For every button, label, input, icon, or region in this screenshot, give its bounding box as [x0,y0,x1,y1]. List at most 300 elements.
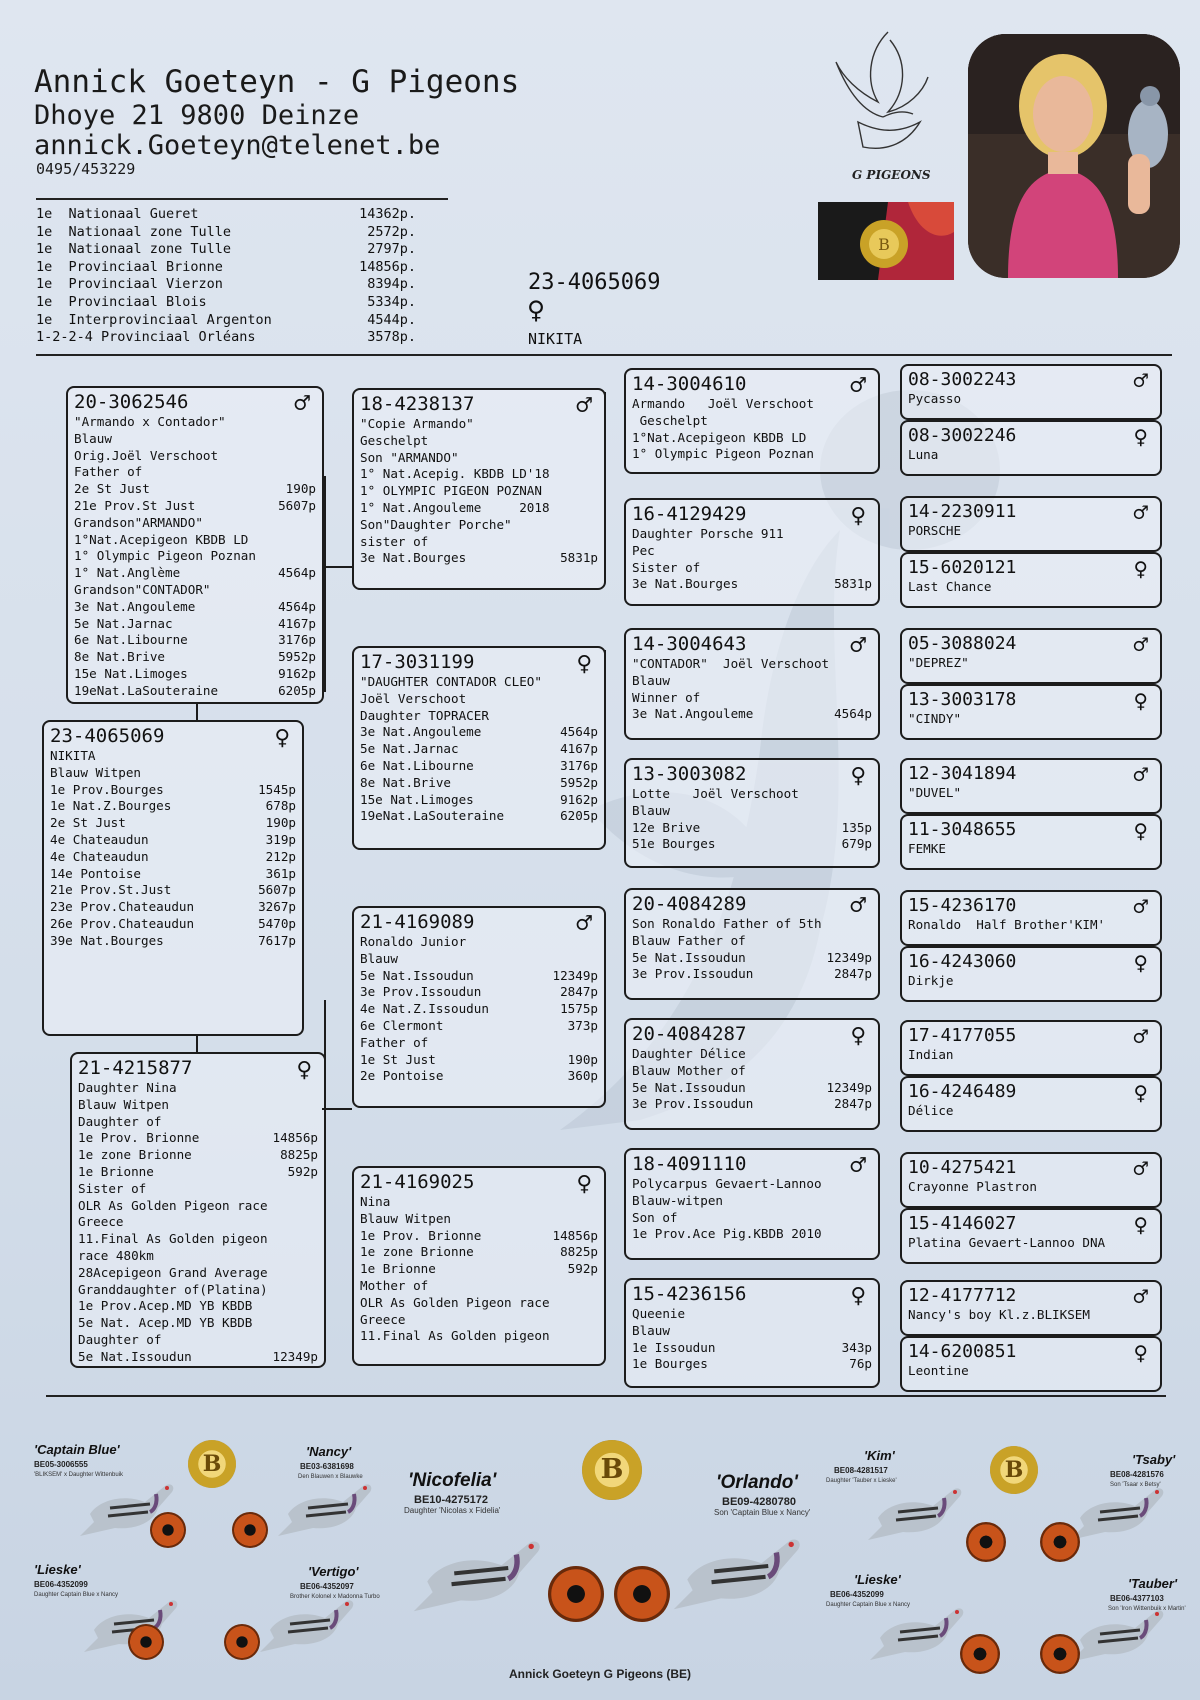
pedigree-box-dd [352,1166,606,1366]
divider [36,354,1172,356]
line-text: 28Acepigeon Grand Average [78,1264,268,1280]
line-text: 1e Prov.Ace Pig.KBDB 2010 [632,1226,822,1242]
result-race: 1e Provinciaal Vierzon [36,276,223,293]
line-text: 5e Nat. Acep.MD YB KBDB [78,1315,253,1331]
ring-number: 16-4246489 [908,1081,1017,1102]
pedigree-line [78,1147,318,1164]
result-row [36,329,416,347]
line-text: 12e Brive [632,819,701,835]
line-points: 3267p [258,899,296,915]
line-text: Luna [908,447,939,462]
line-text: 5e Nat.Issoudun [632,1079,746,1095]
line-points: 343p [841,1339,872,1355]
pedigree-line [632,656,872,673]
pedigree-line [632,690,872,707]
line-text: Blauw Father of [632,932,746,948]
featured-pigeon-ring: BE06-4352099 [34,1580,88,1589]
line-points: 4564p [560,724,598,740]
svg-text:B: B [878,235,890,254]
pedigree-line [632,916,872,933]
dove-logo [828,22,938,192]
pedigree-box-g5 [900,628,1162,684]
male-icon: ♂ [1133,761,1148,789]
pedigree-line [632,1306,872,1323]
result-row [36,224,416,242]
line-text: 1° Olympic Pigeon Poznan [632,446,814,462]
pedigree-line [360,775,598,792]
featured-pigeon-info: Daughter Captain Blue x Nancy [34,1592,119,1598]
pigeon-eye-icon [224,1624,260,1660]
pedigree-box-dam [70,1052,326,1368]
pedigree-line [360,741,598,758]
result-race: 1e Nationaal zone Tulle [36,241,232,258]
line-text: 1° Nat.Acepig. KBDB LD'18 [360,466,550,482]
pedigree-line [632,933,872,950]
ring-number: 14-3004610 [632,373,747,395]
featured-pigeon-ring: BE10-4275172 [414,1494,489,1506]
line-text: 11.Final As Golden pigeon [78,1231,268,1247]
pedigree-line [50,849,296,866]
pedigree-line [78,1315,318,1332]
female-icon: ♀ [1133,687,1148,715]
male-icon: ♂ [1133,893,1148,921]
line-text: "DEPREZ" [908,655,969,670]
pedigree-line [360,1194,598,1211]
ring-number: 13-3003082 [632,763,747,785]
line-points: 361p [265,865,296,881]
connector-line [604,918,606,1046]
line-text: Ronaldo Half Brother'KIM' [908,917,1106,932]
line-text: 1e Prov.Bourges [50,781,164,797]
pedigree-line [632,1193,872,1210]
pedigree-box-g16 [900,1336,1162,1392]
pedigree-box-sdd [624,758,880,868]
line-points: 9162p [560,791,598,807]
line-points: 3176p [278,632,316,648]
pedigree-line [360,1278,598,1295]
pedigree-line [632,543,872,560]
female-icon: ♀ [274,723,290,753]
pedigree-line [360,951,598,968]
pedigree-line [78,1130,318,1147]
pedigree-line [632,1063,872,1080]
pedigree-line [632,836,872,853]
pedigree-box-sds [624,628,880,740]
pedigree-line [78,1080,318,1097]
ring-number: 23-4065069 [50,725,165,747]
pedigree-line [632,673,872,690]
pedigree-line [360,517,598,534]
pedigree-line [632,1340,872,1357]
logo-text: G PIGEONS [852,168,931,182]
pedigree-box-dss [624,888,880,1000]
pedigree-line [78,1214,318,1231]
ring-number: 14-6200851 [908,1341,1017,1362]
featured-pigeon-ring: BE05-3006555 [34,1460,88,1469]
line-text: "CINDY" [908,711,962,726]
line-text: Greece [78,1214,124,1230]
pedigree-line [360,483,598,500]
line-points: 679p [841,836,872,852]
line-text: 15e Nat.Limoges [74,665,188,681]
line-text: "DUVEL" [908,785,962,800]
pedigree-line [78,1164,318,1181]
line-text: 6e Nat.Libourne [74,632,188,648]
featured-pigeon-ring: BE06-4352097 [300,1582,354,1591]
line-text: 3e Nat.Angouleme [360,724,482,740]
featured-pigeon-name: 'Nancy' [306,1444,352,1459]
featured-pigeon-name: 'Tsaby' [1132,1452,1176,1467]
pedigree-line [78,1231,318,1248]
line-text: 1e Prov. Brionne [360,1227,482,1243]
line-points: 12349p [552,967,598,983]
line-text: 6e Nat.Libourne [360,757,474,773]
line-points: 190p [567,1051,598,1067]
result-race: 1e Interprovinciaal Argenton [36,311,272,328]
pedigree-line [360,1328,598,1345]
line-points: 6205p [278,682,316,698]
line-text: Orig.Joël Verschoot [74,447,219,463]
line-text: 5e Nat.Issoudun [632,949,746,965]
pedigree-line [74,599,316,616]
pedigree-box-main [42,720,304,1036]
line-text: race 480km [78,1247,154,1263]
pedigree-line [50,832,296,849]
line-text: 3e Nat.Angouleme [74,598,196,614]
pedigree-line [78,1265,318,1282]
pigeon-icon [268,1464,378,1544]
pedigree-line [74,515,316,532]
line-points: 5831p [834,576,872,592]
line-points: 190p [285,481,316,497]
line-text: 1e zone Brionne [360,1244,474,1260]
pedigree-line [908,1047,1154,1064]
pedigree-line [632,413,872,430]
pedigree-line [632,1226,872,1243]
pedigree-line [74,414,316,431]
pedigree-line [50,882,296,899]
line-points: 4167p [560,741,598,757]
pedigree-line [78,1248,318,1265]
pedigree-line [50,748,296,765]
ring-number: 16-4243060 [908,951,1017,972]
line-text: 1e Nat.Z.Bourges [50,798,172,814]
female-icon: ♀ [850,1021,866,1051]
line-text: "Copie Armando" [360,416,474,431]
result-row [36,312,416,330]
connector-line [604,1178,606,1306]
pedigree-box-g8 [900,814,1162,870]
line-points: 5607p [278,497,316,513]
pedigree-line [74,431,316,448]
line-points: 4564p [834,706,872,722]
male-icon: ♂ [1133,1283,1148,1311]
pedigree-line [632,1080,872,1097]
line-text: 1e Prov.Acep.MD YB KBDB [78,1298,253,1314]
line-text: 1°Nat.Acepigeon KBDB LD [74,531,249,547]
pedigree-line [360,1295,598,1312]
female-icon: ♀ [850,761,866,791]
line-text: 3e Prov.Issoudun [360,984,482,1000]
pedigree-line [74,616,316,633]
ring-number: 15-4236170 [908,895,1017,916]
pedigree-line [908,711,1154,728]
line-text: 1° OLYMPIC PIGEON POZNAN [360,483,542,499]
result-row [36,206,416,224]
divider [36,198,448,200]
pedigree-line [908,841,1154,858]
pedigree-line [78,1298,318,1315]
ring-number: 11-3048655 [908,819,1017,840]
owner-email[interactable]: annick.Goeteyn@telenet.be [34,130,441,161]
featured-pigeon-info: Daughter 'Tauber x Lieske' [826,1478,897,1484]
line-text: 2e Pontoise [360,1068,444,1084]
owner-photo [968,34,1180,278]
pedigree-box-ddd [624,1278,880,1388]
result-row [36,259,416,277]
pedigree-line [360,691,598,708]
line-text: Daughter of [78,1331,162,1347]
ring-number: 18-4238137 [360,393,475,415]
pedigree-line [360,433,598,450]
pedigree-line [632,786,872,803]
line-text: PORSCHE [908,523,962,538]
line-text: 14e Pontoise [50,865,141,881]
pedigree-box-ds [352,906,606,1108]
ring-number: 14-2230911 [908,501,1017,522]
pedigree-line [908,973,1154,990]
pedigree-line [632,803,872,820]
female-icon: ♀ [527,293,546,328]
pedigree-box-ssd [624,498,880,606]
line-text: Geschelpt [632,412,708,428]
line-text: Father of [360,1034,429,1050]
ring-number: 12-4177712 [908,1285,1017,1306]
pedigree-line [360,1052,598,1069]
female-icon: ♀ [1133,555,1148,583]
line-points: 678p [265,798,296,814]
line-text: Pec [632,542,655,558]
line-points: 2847p [834,1096,872,1112]
line-points: 6205p [560,808,598,824]
connector-line [604,650,606,825]
featured-pigeon-info: Brother Kolonel x Madonna Turbo [290,1594,380,1600]
result-row [36,241,416,259]
line-text: 11.Final As Golden pigeon [360,1328,550,1344]
featured-pigeon-info: Son 'Iron Wittenbuik x Martin' [1108,1606,1186,1612]
kbdb-emblem-icon: B [582,1440,642,1500]
featured-pigeon-name: 'Kim' [864,1448,895,1463]
line-text: Indian [908,1047,954,1062]
pedigree-line [50,765,296,782]
ring-number: 13-3003178 [908,689,1017,710]
pedigree-line [50,866,296,883]
pedigree-line [78,1282,318,1299]
line-text: Blauw Witpen [50,764,141,780]
line-text: Blauw Mother of [632,1062,746,1078]
line-text: 5e Nat.Issoudun [78,1348,192,1364]
featured-pigeon-ring: BE06-4352099 [830,1590,884,1599]
female-icon: ♀ [850,1281,866,1311]
pedigree-line [50,899,296,916]
female-icon: ♀ [1133,817,1148,845]
line-text: Polycarpus Gevaert-Lannoo [632,1176,822,1191]
male-icon: ♂ [850,371,866,401]
ring-number: 08-3002243 [908,369,1017,390]
female-icon: ♀ [1133,1339,1148,1367]
featured-pigeon-info: Daughter 'Nicolas x Fidelia' [404,1506,501,1515]
subject-name: NIKITA [528,330,583,348]
pedigree-line [908,1307,1154,1324]
pedigree-line [908,523,1154,540]
line-text: 3e Prov.Issoudun [632,1096,754,1112]
result-race: 1e Provinciaal Brionne [36,258,223,275]
line-text: 6e Clermont [360,1017,444,1033]
line-text: 1e Brionne [78,1163,154,1179]
line-text: Joël Verschoot [360,690,467,706]
line-text: 1e Brionne [360,1261,436,1277]
result-points: 5334p. [367,293,416,310]
pedigree-line [74,666,316,683]
line-text: Leontine [908,1363,969,1378]
pedigree-line [632,1046,872,1063]
result-race: 1e Nationaal Gueret [36,206,199,222]
line-text: Father of [74,464,143,480]
line-text: 21e Prov.St Just [74,497,196,513]
pedigree-line [360,1244,598,1261]
line-text: Délice [908,1103,954,1118]
ring-number: 17-4177055 [908,1025,1017,1046]
pedigree-line [360,500,598,517]
line-points: 360p [567,1068,598,1084]
line-text: Platina Gevaert-Lannoo DNA [908,1235,1106,1250]
line-text: "DAUGHTER CONTADOR CLEO" [360,674,542,689]
ring-number: 14-3004643 [632,633,747,655]
ring-number: 21-4169025 [360,1171,475,1193]
line-text: 1e zone Brionne [78,1147,192,1163]
line-text: "Armando x Contador" [74,414,226,429]
connector-line [196,703,198,720]
line-text: Winner of [632,689,701,705]
pedigree-line [74,565,316,582]
pedigree-box-g14 [900,1208,1162,1264]
pedigree-line [78,1097,318,1114]
female-icon: ♀ [850,501,866,531]
owner-phone: 0495/453229 [36,160,136,178]
line-points: 1545p [258,781,296,797]
ring-number: 10-4275421 [908,1157,1017,1178]
line-text: 26e Prov.Chateaudun [50,915,195,931]
pedigree-box-g12 [900,1076,1162,1132]
line-text: 1° Olympic Pigeon Poznan [74,548,256,564]
ring-number: 20-4084287 [632,1023,747,1045]
pigeon-eye-icon [966,1522,1006,1562]
ring-number: 20-4084289 [632,893,747,915]
line-points: 76p [849,1356,872,1372]
line-points: 5470p [258,915,296,931]
pedigree-box-g3 [900,496,1162,552]
pedigree-line [360,934,598,951]
pedigree-line [360,808,598,825]
line-points: 8825p [280,1147,318,1163]
featured-pigeon-info: Son 'Tsaar x Betsy' [1110,1482,1161,1488]
line-text: Blauw [632,1322,670,1338]
results-list [36,206,416,347]
pedigree-line [632,1210,872,1227]
line-text: 1°Nat.Acepigeon KBDB LD [632,429,807,445]
pedigree-box-dds [624,1148,880,1260]
line-text: Last Chance [908,579,992,594]
pedigree-line [360,534,598,551]
line-text: Son Ronaldo Father of 5th [632,916,822,931]
pedigree-line [74,649,316,666]
male-icon: ♂ [1133,499,1148,527]
line-points: 1575p [560,1001,598,1017]
pedigree-box-g4 [900,552,1162,608]
ring-number: 08-3002246 [908,425,1017,446]
connector-line [604,392,606,574]
result-row [36,294,416,312]
pedigree-box-sd [352,646,606,850]
line-text: OLR As Golden Pigeon race [78,1197,268,1213]
male-icon: ♂ [1133,1155,1148,1183]
pigeon-icon [400,1514,549,1622]
pedigree-line [74,632,316,649]
line-text: NIKITA [50,748,96,763]
featured-pigeon-name: 'Orlando' [716,1472,798,1493]
owner-address: Dhoye 21 9800 Deinze [34,100,360,131]
pedigree-line [360,1211,598,1228]
line-text: Nina [360,1194,391,1209]
featured-pigeon-name: 'Lieske' [854,1572,901,1587]
line-text: Blauw-witpen [632,1192,723,1208]
line-text: Blauw [74,430,112,446]
line-text: FEMKE [908,841,946,856]
connector-line [324,1000,326,1192]
line-text: 3e Nat.Bourges [360,550,467,566]
pedigree-line [74,448,316,465]
ring-number: 21-4215877 [78,1057,193,1079]
line-text: 5e Nat.Jarnac [74,615,173,631]
pedigree-box-ss [352,388,606,590]
featured-pigeon-ring: BE08-4281517 [834,1466,888,1475]
featured-pigeon-ring: BE09-4280780 [722,1496,797,1508]
pedigree-line [360,1228,598,1245]
pigeon-eye-icon [232,1512,268,1548]
connector-line [196,1036,198,1053]
ring-number: 17-3031199 [360,651,475,673]
line-text: Pycasso [908,391,962,406]
line-points: 12349p [826,1079,872,1095]
line-points: 8825p [560,1244,598,1260]
pedigree-line [632,396,872,413]
line-points: 7617p [258,932,296,948]
pedigree-line [50,916,296,933]
line-text: Daughter of [78,1113,162,1129]
line-text: 3e Nat.Bourges [632,576,739,592]
male-icon: ♂ [576,909,592,939]
pedigree-line [632,526,872,543]
pigeon-icon [860,1588,970,1668]
pedigree-box-dsd [624,1018,880,1130]
featured-pigeon-ring: BE08-4281576 [1110,1470,1164,1479]
line-text: Blauw [360,950,398,966]
male-icon: ♂ [1133,1023,1148,1051]
line-text: Dirkje [908,973,954,988]
result-race: 1-2-2-4 Provinciaal Orléans [36,329,256,346]
pedigree-line [74,481,316,498]
featured-pigeon-info: 'BLIKSEM' x Daughter Wittenbuik [34,1472,123,1478]
